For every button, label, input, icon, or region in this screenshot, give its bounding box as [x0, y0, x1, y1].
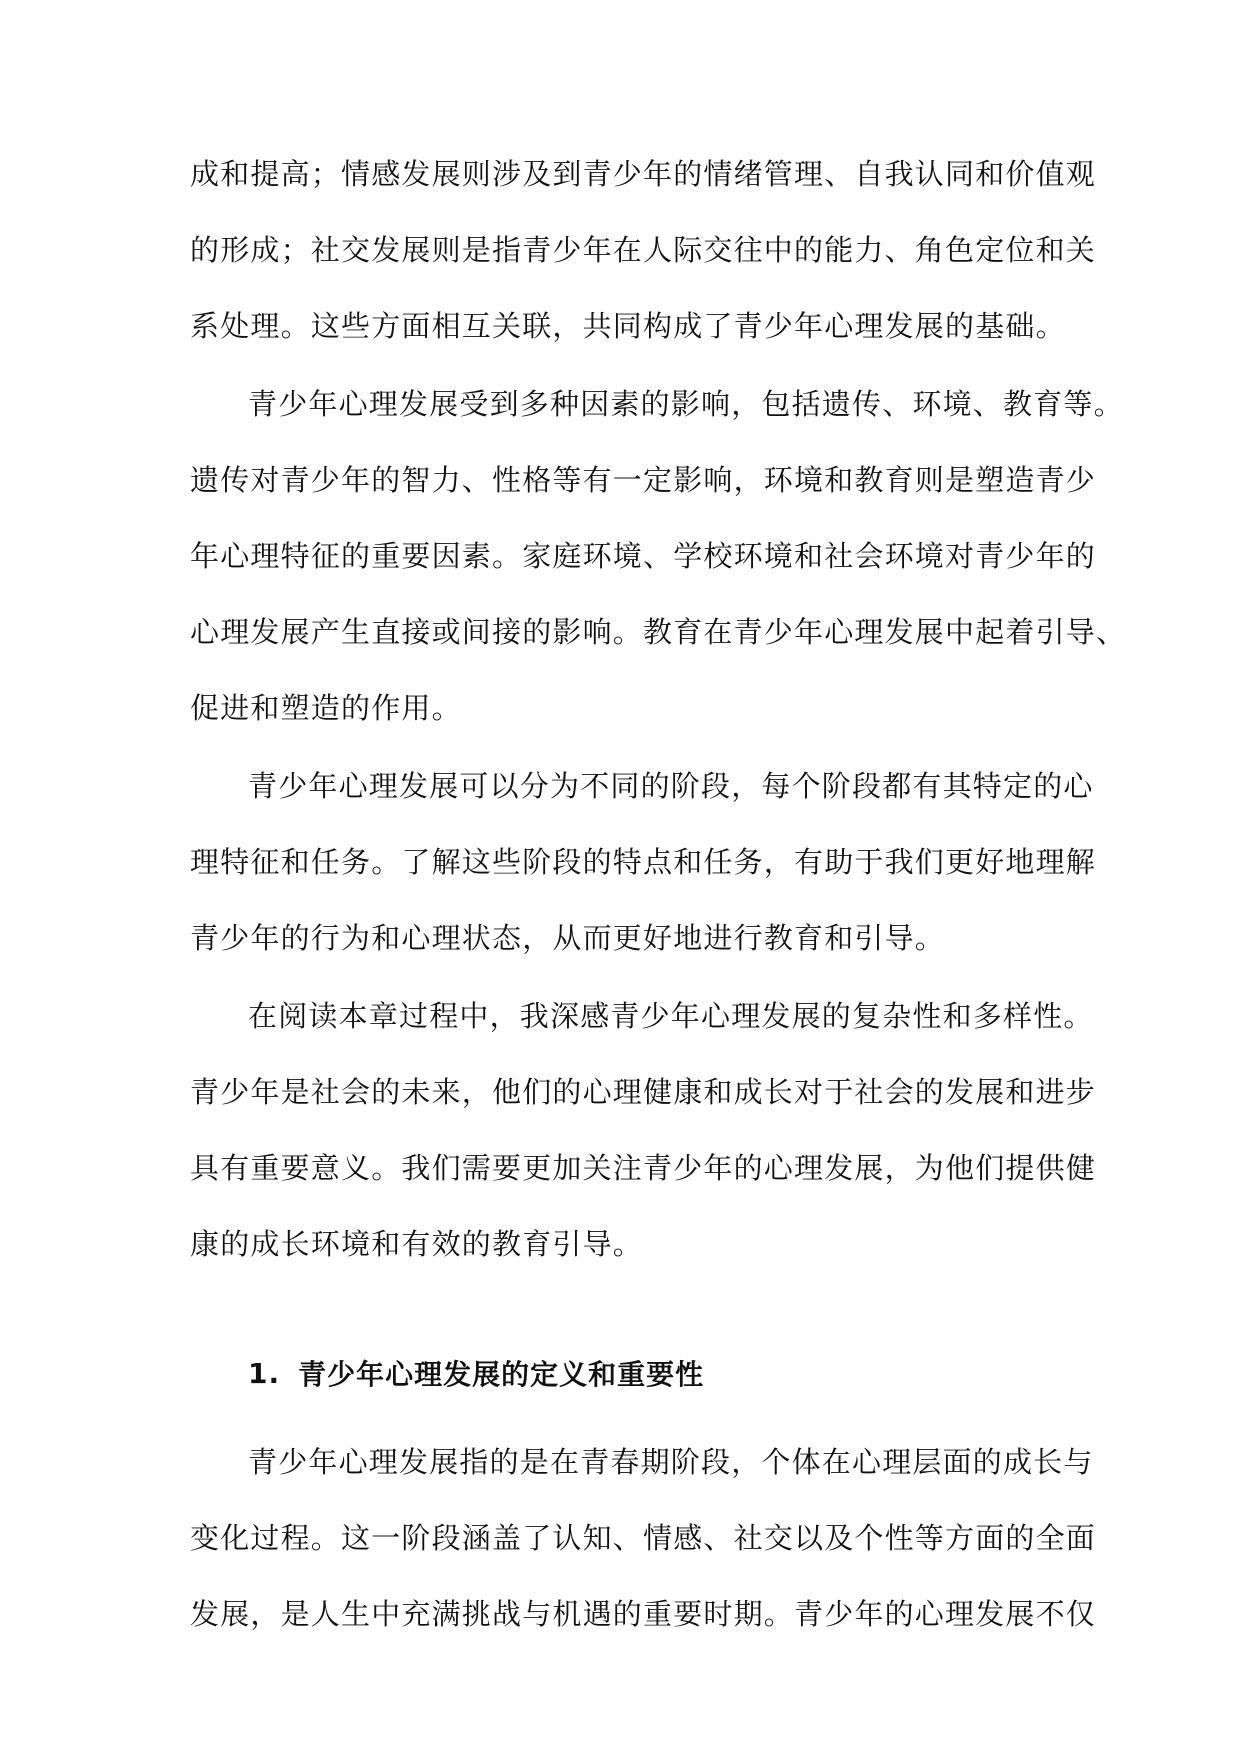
section-number: 1. [248, 1356, 281, 1390]
text-line: 青少年心理发展受到多种因素的影响，包括遗传、环境、教育等。 [248, 387, 1124, 421]
section-heading [190, 1298, 1062, 1438]
text-line: 成和提高；情感发展则涉及到青少年的情绪管理、自我认同和价值观 [190, 157, 1097, 191]
text-line: 系处理。这些方面相互关联，共同构成了青少年心理发展的基础。 [190, 309, 1066, 343]
paragraph [190, 762, 1097, 992]
paragraph [190, 380, 1127, 762]
section-title: 青少年心理发展的定义和重要性 [298, 1358, 705, 1391]
text-line: 康的成长环境和有效的教育引导。 [190, 1227, 644, 1261]
text-line: 年心理特征的重要因素。家庭环境、学校环境和社会环境对青少年的 [190, 539, 1097, 573]
text-line: 青少年的行为和心理状态，从而更好地进行教育和引导。 [190, 921, 946, 955]
paragraph [190, 150, 1097, 380]
document-body [190, 150, 1127, 1666]
text-line: 青少年是社会的未来，他们的心理健康和成长对于社会的发展和进步 [190, 1075, 1097, 1109]
text-line: 变化过程。这一阶段涵盖了认知、情感、社交以及个性等方面的全面 [190, 1521, 1097, 1555]
text-line: 的形成；社交发展则是指青少年在人际交往中的能力、角色定位和关 [190, 233, 1097, 267]
paragraph [190, 992, 1097, 1298]
text-line: 青少年心理发展可以分为不同的阶段，每个阶段都有其特定的心 [248, 769, 1094, 803]
text-line: 心理发展产生直接或间接的影响。教育在青少年心理发展中起着引导、 [190, 615, 1127, 649]
text-line: 遗传对青少年的智力、性格等有一定影响，环境和教育则是塑造青少 [190, 463, 1097, 497]
text-line: 青少年心理发展指的是在青春期阶段，个体在心理层面的成长与 [248, 1445, 1094, 1479]
text-line: 具有重要意义。我们需要更加关注青少年的心理发展，为他们提供健 [190, 1151, 1097, 1185]
text-line: 理特征和任务。了解这些阶段的特点和任务，有助于我们更好地理解 [190, 845, 1097, 879]
text-line: 促进和塑造的作用。 [190, 691, 462, 725]
text-line: 在阅读本章过程中，我深感青少年心理发展的复杂性和多样性。 [248, 999, 1094, 1033]
paragraph [190, 1438, 1097, 1666]
text-line: 发展，是人生中充满挑战与机遇的重要时期。青少年的心理发展不仅 [190, 1597, 1097, 1631]
